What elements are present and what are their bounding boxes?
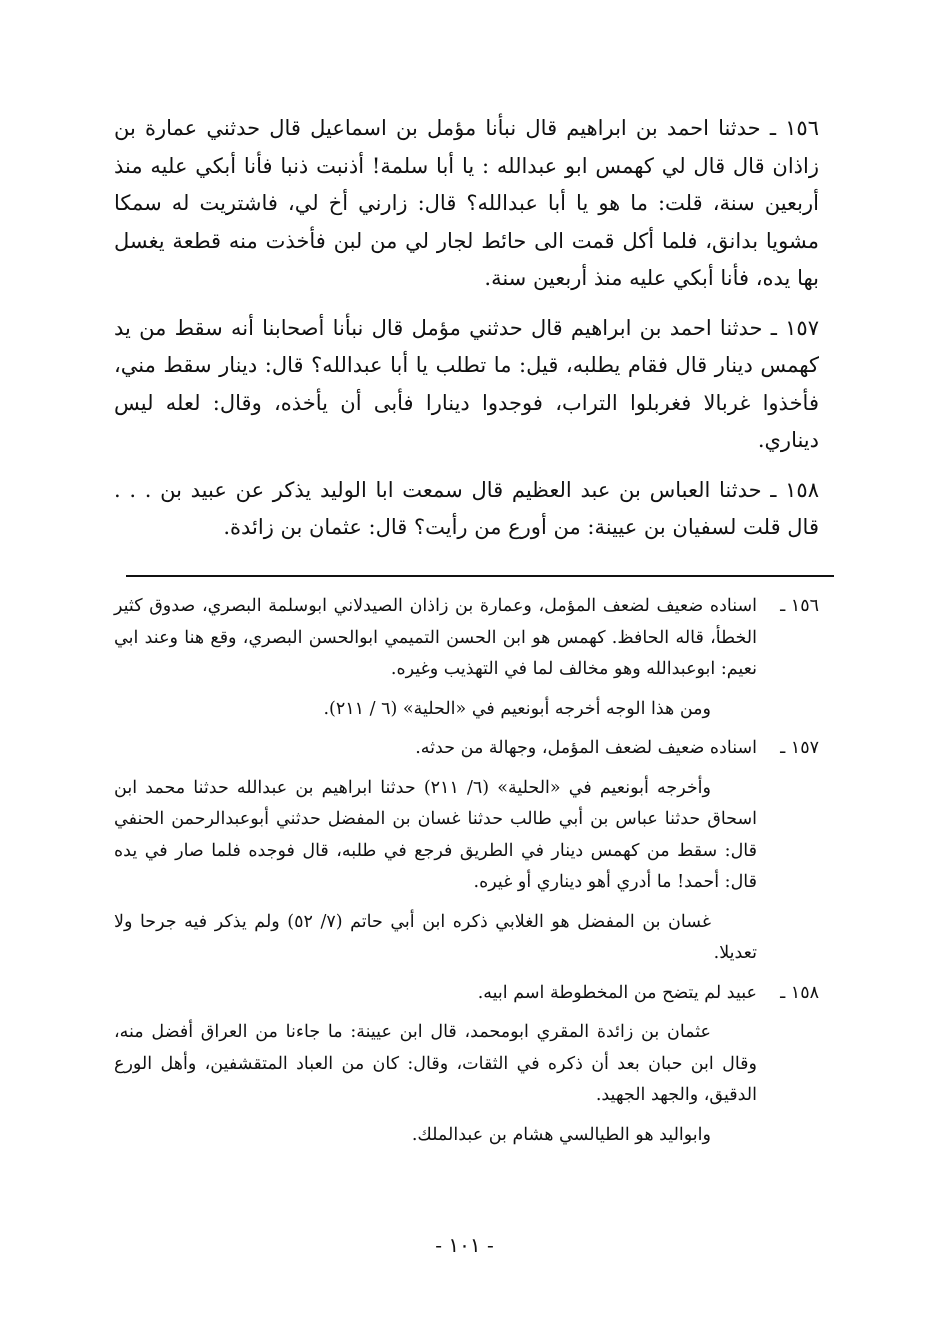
footnote-number: ١٥٦ ـ: [780, 596, 819, 616]
footnote-157: [114, 733, 819, 765]
footnote-text: اسناده ضعيف لضعف المؤمل، وعمارة بن زاذان الصيدلاني ابوسلمة البصري، صدوق كثير الخطأ، قاله الحافظ. كهمس هو ابن الحسن التميمي ابوالحسن البصري، وقع هنا وعند ابي نعيم: ابوعبدالله وهو مخالف لما في التهذيب وغيره.: [114, 596, 757, 679]
footnote-number: ١٥٨ ـ: [780, 982, 819, 1003]
footnote-head: [114, 733, 819, 765]
footnote-text: اسناده ضعيف لضعف المؤمل، وجهالة من حدثه.: [415, 738, 757, 758]
footnote-divider: [126, 575, 834, 577]
footnote-157-sub-1: وأخرجه أبونعيم في «الحلية» (٦/ ٢١١) حدثنا ابراهيم بن عبدالله حدثنا محمد ابن اسحاق حدثنا عباس بن أبي طالب حدثنا غسان بن المفضل حدثني أبوعبدالرحمن الحنفي قال: سقط من كهمس دينار في الطريق فرجع في طلبه، قال فوجده فلما صار في يده قال: أحمد! ما أدري أهو ديناري أو غيره.: [114, 777, 757, 892]
footnote-157-sub-2: غسان بن المفضل هو الغلابي ذكره ابن أبي حاتم (٧/ ٥٢) ولم يذكر فيه جرحا ولا تعديلا.: [114, 911, 757, 963]
footnotes: [114, 591, 819, 1159]
hadith-157: ١٥٧ ـ حدثنا احمد بن ابراهيم قال حدثني مؤمل قال نبأنا أصحابنا أنه سقط من يد كهمس دينار قال فقام يطلبه، قيل: ما تطلب يا أبا عبدالله؟ قال: دينار سقط مني، فأخذوا غربالا فغربلوا التراب، فوجدوا دينارا فأبى أن يأخذه، وقال: لعله ليس ديناري.: [114, 315, 819, 452]
main-text: [114, 110, 819, 559]
footnote-head: [114, 978, 819, 1010]
footnote-number: ١٥٧ ـ: [780, 738, 819, 758]
footnote-158-sub-2: وابواليد هو الطيالسي هشام بن عبدالملك.: [411, 1124, 711, 1145]
footnote-158-sub-1: عثمان بن زائدة المقري ابومحمد، قال ابن عيينة: ما جاءنا من العراق أفضل منه، وقال ابن حبان بعد أن ذكره في الثقات، وقال: كان من العباد المتقشفين، وأهل الورع الدقيق، والجهد الجهيد.: [114, 1022, 757, 1105]
footnote-head: [114, 591, 819, 686]
footnote-156-sub-1: ومن هذا الوجه أخرجه أبونعيم في «الحلية» (٦ / ٢١١).: [323, 698, 711, 719]
page-number: - ١٠١ -: [435, 1233, 494, 1257]
footnote-text: عبيد لم يتضح من المخطوطة اسم ابيه.: [477, 982, 757, 1003]
hadith-156: ١٥٦ ـ حدثنا احمد بن ابراهيم قال نبأنا مؤمل بن اسماعيل قال حدثني عمارة بن زاذان قال قال لي كهمس ابو عبدالله : يا أبا سلمة! أذنبت ذنبا فأنا أبكي عليه منذ أربعين سنة، قلت: ما هو يا أبا عبدالله؟ قال: زارني أخ لي، فاشتريت له سمكا مشويا بدانق، فلما أكل قمت الى حائط لجار لي من لبن فأخذت منه قطعة يغسل بها يده، فأنا أبكي عليه منذ أربعين سنة.: [114, 116, 819, 290]
hadith-158: ١٥٨ ـ حدثنا العباس بن عبد العظيم قال سمعت ابا الوليد يذكر عن عبيد بن . . . قال قلت لسفيان بن عيينة: من أورع من رأيت؟ قال: عثمان بن زائدة.: [114, 477, 819, 539]
footnote-158: [114, 978, 819, 1010]
footnote-156: [114, 591, 819, 686]
